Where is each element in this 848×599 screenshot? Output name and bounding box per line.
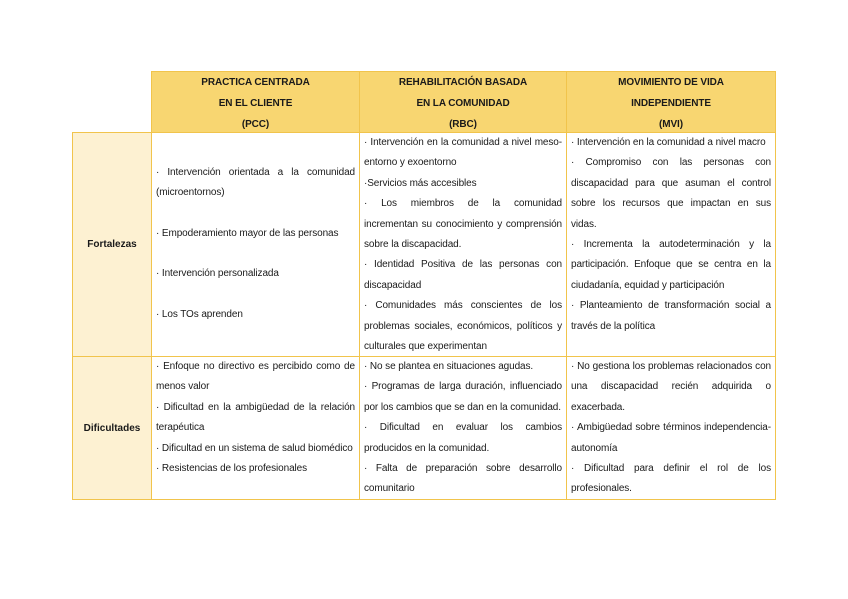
list-item: · Los TOs aprenden xyxy=(156,308,243,320)
list-item: · No gestiona los problemas relacionados con una discapacidad recién adquirida o exacerbada. xyxy=(571,361,771,413)
header-pcc xyxy=(151,71,360,133)
cell-dificultades-pcc xyxy=(151,356,360,500)
row-label-text: Fortalezas xyxy=(87,239,137,250)
row-label-text: Dificultades xyxy=(83,422,141,434)
list-item: · Dificultad en la ambigüedad de la relación terapéutica xyxy=(156,401,355,434)
corner-cell xyxy=(72,71,152,133)
list-item: · Identidad Positiva de las personas con discapacidad xyxy=(364,259,562,291)
header-rbc xyxy=(359,71,567,133)
header-mvi xyxy=(566,71,776,133)
header-pcc-line2: EN EL CLIENTE xyxy=(218,98,293,109)
header-rbc-line1: REHABILITACIÓN BASADA xyxy=(398,77,528,88)
header-mvi-line1: MOVIMIENTO DE VIDA xyxy=(618,77,724,88)
list-item: · Empoderamiento mayor de las personas xyxy=(156,227,339,239)
cell-fortalezas-rbc xyxy=(359,132,567,357)
header-mvi-line2: INDEPENDIENTE xyxy=(631,98,711,109)
list-item: · Intervención orientada a la comunidad (microentornos) xyxy=(156,167,355,199)
list-item: · Dificultad en un sistema de salud biomédico xyxy=(156,442,353,454)
cell-fortalezas-mvi xyxy=(566,132,776,357)
list-item: · Dificultad en evaluar los cambios producidos en la comunidad. xyxy=(364,422,562,454)
list-item: · Falta de preparación sobre desarrollo comunitario xyxy=(364,463,562,495)
list-item: · Intervención en la comunidad a nivel macro xyxy=(571,137,766,148)
cell-dificultades-mvi xyxy=(566,356,776,500)
row-label-dificultades xyxy=(72,356,152,500)
list-item: · Programas de larga duración, influenciado por los cambios que se dan en la comunidad. xyxy=(364,381,562,413)
list-item: · Incrementa la autodeterminación y la participación. Enfoque que se centra en la ciudadanía, equidad y participación xyxy=(571,239,771,291)
list-item: · Los miembros de la comunidad incrementan su conocimiento y comprensión sobre la discapacidad. xyxy=(364,198,562,251)
list-item: · Dificultad para definir el rol de los profesionales. xyxy=(571,463,771,495)
comparison-table xyxy=(72,71,776,500)
list-item: · Compromiso con las personas con discapacidad para que asuman el control sobre los recursos que impactan en sus vidas. xyxy=(571,157,771,230)
cell-dificultades-rbc xyxy=(359,356,567,500)
list-item: · Enfoque no directivo es percibido como de menos valor xyxy=(156,361,355,393)
header-mvi-line3: (MVI) xyxy=(659,119,683,130)
cell-fortalezas-pcc xyxy=(151,132,360,357)
header-pcc-line3: (PCC) xyxy=(241,119,270,130)
row-label-fortalezas xyxy=(72,132,152,357)
list-item: · No se plantea en situaciones agudas. xyxy=(364,361,534,372)
header-rbc-line2: EN LA COMUNIDAD xyxy=(416,98,510,109)
list-item: · Intervención personalizada xyxy=(156,268,279,280)
header-pcc-line1: PRACTICA CENTRADA xyxy=(201,77,310,88)
list-item: · Intervención en la comunidad a nivel meso-entorno y exoentorno xyxy=(364,137,562,169)
list-item: · Resistencias de los profesionales xyxy=(156,463,308,475)
list-item: · Ambigüedad sobre términos independencia-autonomía xyxy=(571,422,771,454)
list-item: · Comunidades más conscientes de los problemas sociales, económicos, políticos y culturales que experimentan xyxy=(364,300,562,353)
header-rbc-line3: (RBC) xyxy=(449,119,477,130)
list-item: · Planteamiento de transformación social a través de la política xyxy=(571,300,771,332)
list-item: ·Servicios más accesibles xyxy=(364,177,477,189)
